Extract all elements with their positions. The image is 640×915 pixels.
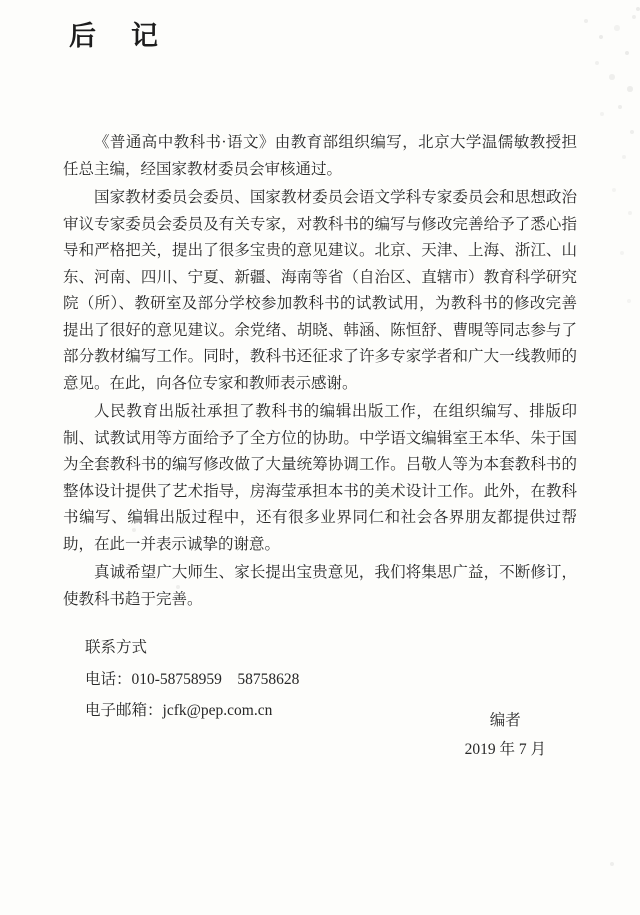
- contact-heading: 联系方式: [85, 639, 148, 656]
- signature-author: 编者: [489, 712, 521, 729]
- phone-label: 电话：: [85, 670, 132, 688]
- phone-numbers: 010-58758959 58758628: [131, 670, 300, 688]
- page-content: [63, 20, 577, 727]
- paragraph-committees-acknowledgement: 国家教材委员会委员、国家教材委员会语文学科专家委员会和思想政治审议专家委员会委员及有关专家，对教科书的编写与修改完善给予了悉心指导和严格把关，提出了很多宝贵的意见建议。北京、天津、上海、浙江、山东、河南、四川、宁夏、新疆、海南等省（自治区、直辖市）教育科学研究院（所）、教研室及部分学校参加教科书的试教试用，为教科书的修改完善提出了很好的意见建议。余党绪、胡晓、韩涵、陈恒舒、曹晛等同志参与了部分教材编写工作。同时，教科书还征求了许多专家学者和广大一线教师的意见。在此，向各位专家和教师表示感谢。: [63, 189, 577, 392]
- paragraph-intro: 《普通高中教科书·语文》由教育部组织编写，北京大学温儒敏教授担任总主编，经国家教材委员会审核通过。: [63, 134, 577, 178]
- email-label: 电子邮箱：: [85, 702, 163, 719]
- page-title: 后 记: [69, 21, 162, 51]
- afterword-body: [63, 130, 577, 613]
- contact-phone-line: [85, 664, 577, 696]
- signature-block: [465, 707, 546, 764]
- scan-noise-speckles: [0, 0, 2, 2]
- paragraph-publisher-acknowledgement: 人民教育出版社承担了教科书的编辑出版工作，在组织编写、排版印制、试教试用等方面给予了全方位的协助。中学语文编辑室王本华、朱于国为全套教科书的编写修改做了大量统筹协调工作。吕敬人等为本套教科书的整体设计提供了艺术指导，房海莹承担本书的美术设计工作。此外，在教科书编写、编辑出版过程中，还有很多业界同仁和社会各界朋友都提供过帮助，在此一并表示诚挚的谢意。: [63, 403, 577, 553]
- email-address: jcfk@pep.com.cn: [162, 702, 273, 719]
- signature-date: 2019 年 7 月: [464, 740, 546, 758]
- paragraph-feedback-request: 真诚希望广大师生、家长提出宝贵意见，我们将集思广益，不断修订，使教科书趋于完善。: [63, 564, 577, 608]
